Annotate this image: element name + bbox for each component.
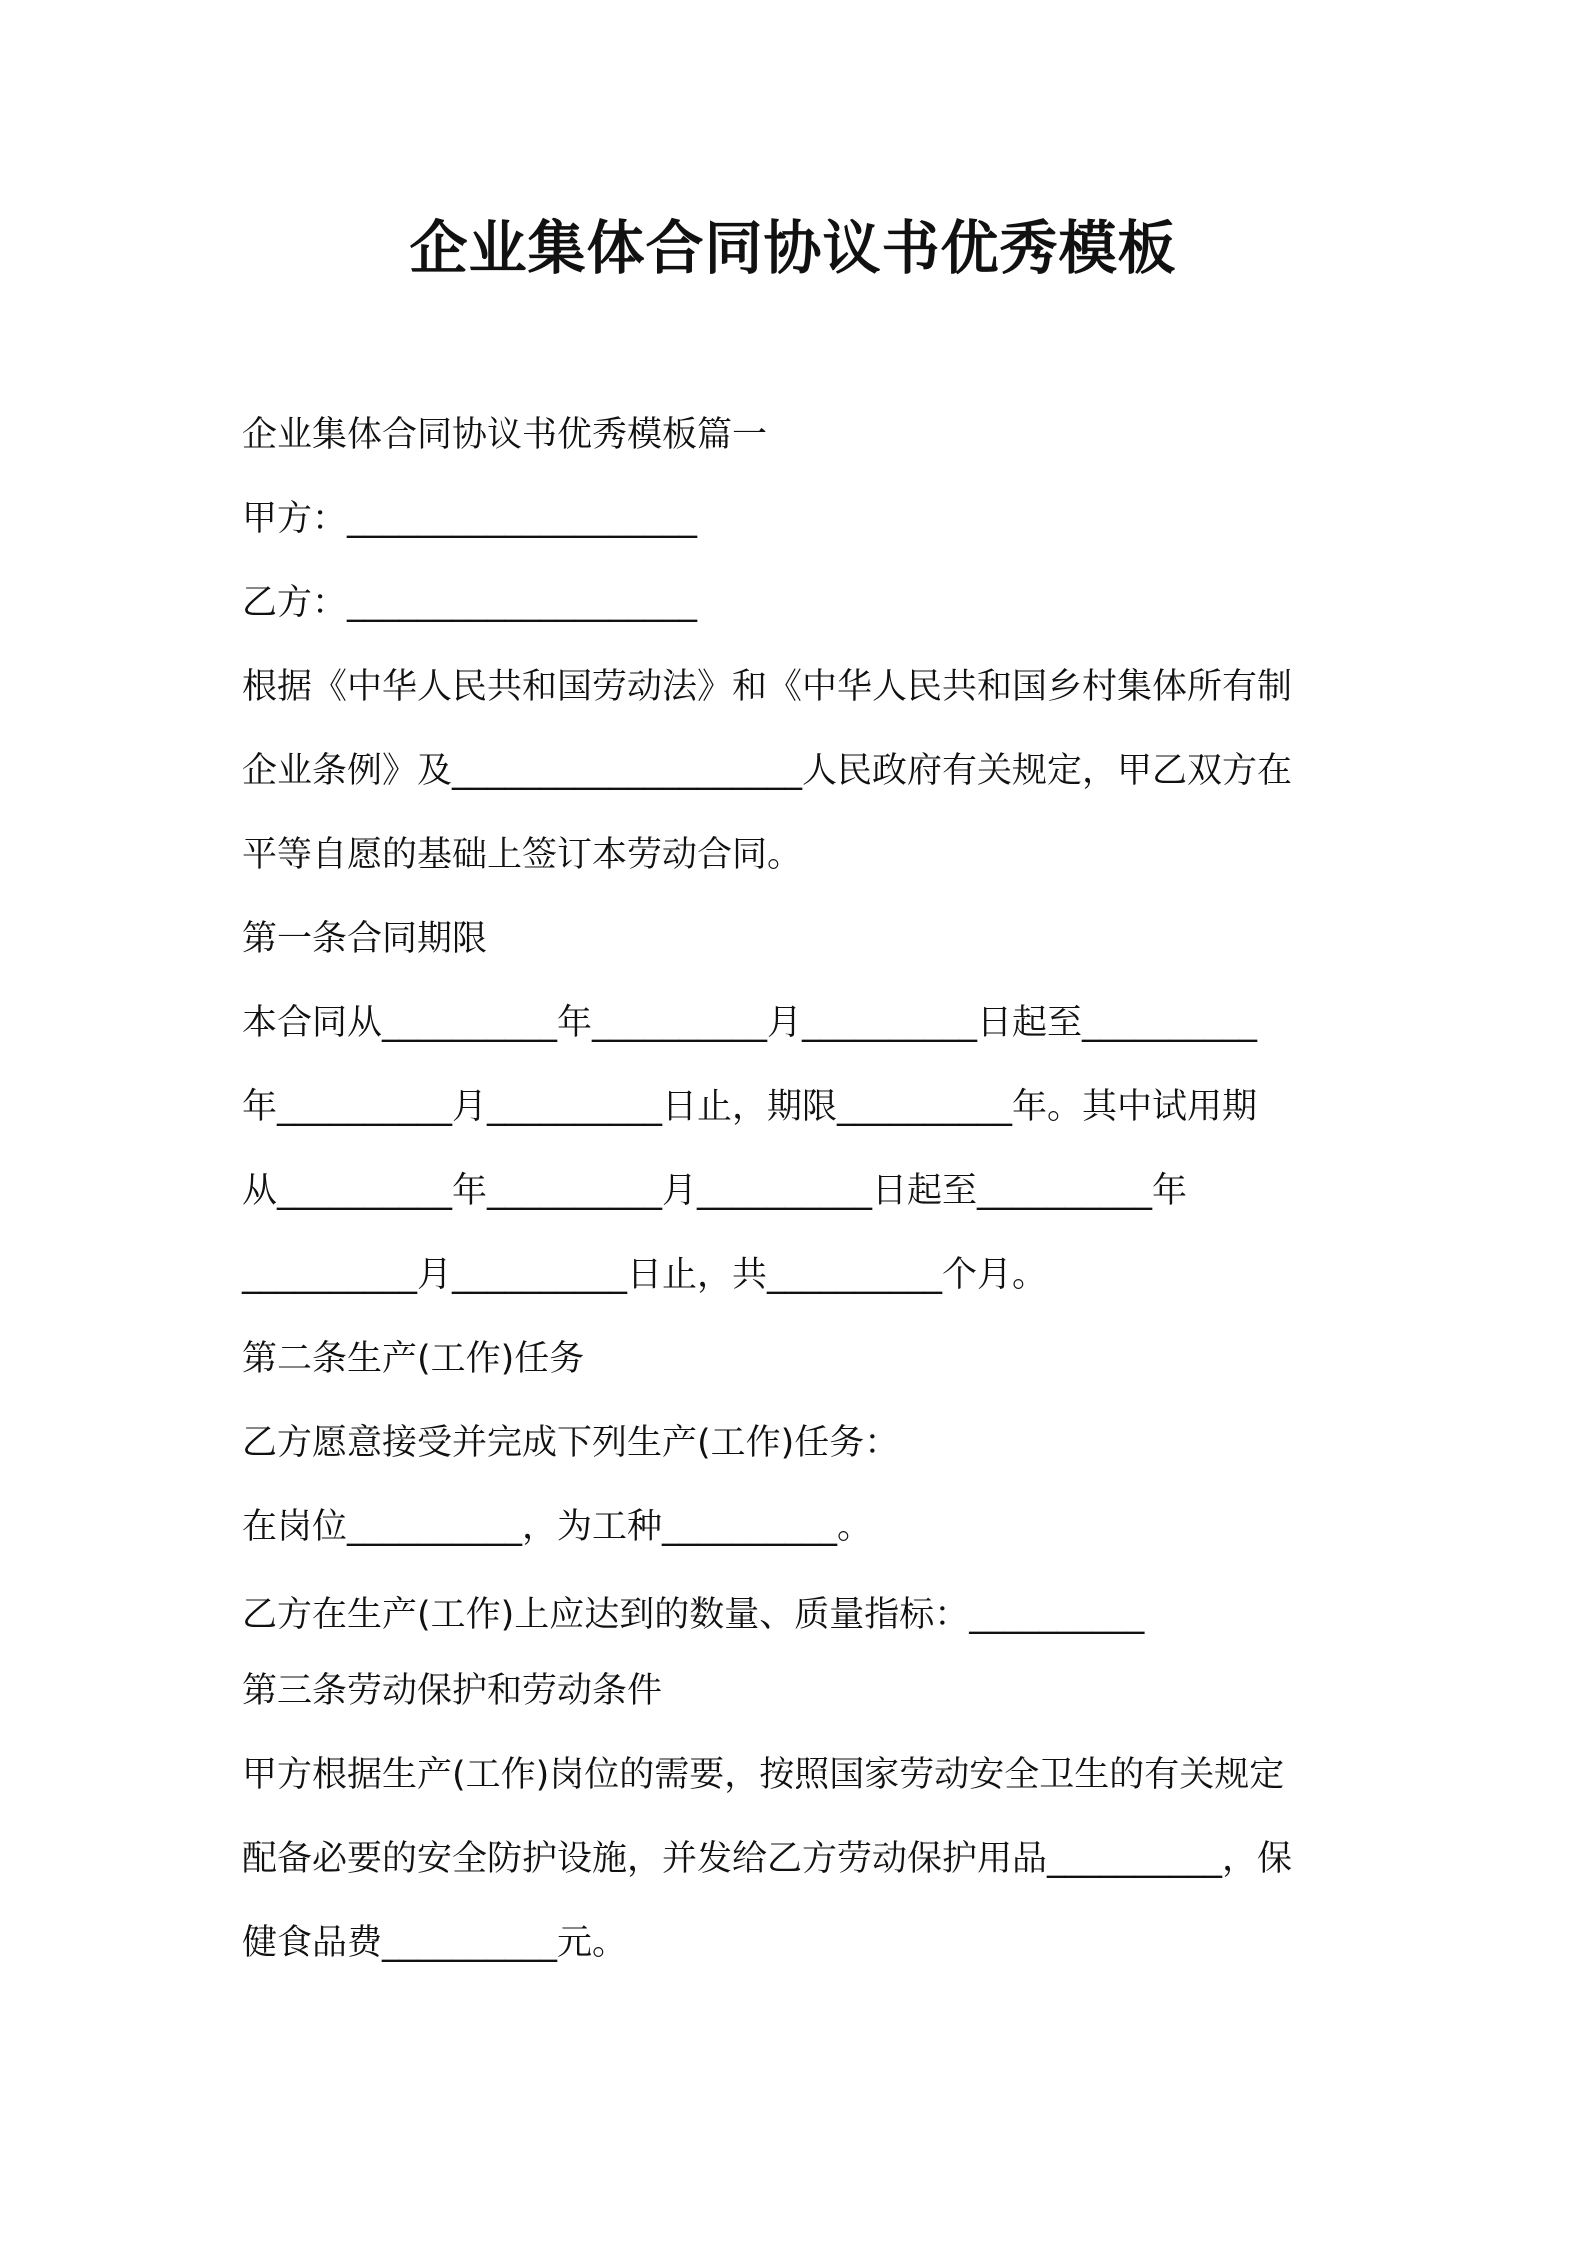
paragraph-line: 年__________月__________日止，期限__________年。其中试用期 [242, 1087, 1258, 1127]
paragraph-line: 健食品费__________元。 [242, 1923, 628, 1963]
paragraph-line: 配备必要的安全防护设施，并发给乙方劳动保护用品__________，保 [242, 1839, 1293, 1879]
paragraph-line: 从__________年__________月__________日起至__________年 [242, 1171, 1188, 1211]
paragraph-line: __________月__________日止，共__________个月。 [242, 1255, 1048, 1295]
paragraph-line: 平等自愿的基础上签订本劳动合同。 [242, 835, 803, 875]
party-b-line: 乙方：____________________ [242, 583, 698, 623]
paragraph-line: 乙方愿意接受并完成下列生产(工作)任务： [242, 1423, 900, 1463]
article-heading: 第三条劳动保护和劳动条件 [242, 1671, 663, 1711]
paragraph-line: 在岗位__________，为工种__________。 [242, 1507, 873, 1547]
article-heading: 第一条合同期限 [242, 919, 488, 959]
paragraph-line: 乙方在生产(工作)上应达到的数量、质量指标：__________ [242, 1595, 1145, 1635]
document-title: 企业集体合同协议书优秀模板 [409, 214, 1177, 282]
section-heading: 企业集体合同协议书优秀模板篇一 [242, 415, 768, 455]
paragraph-line: 甲方根据生产(工作)岗位的需要，按照国家劳动安全卫生的有关规定 [242, 1755, 1285, 1795]
party-a-line: 甲方：____________________ [242, 499, 698, 539]
article-heading: 第二条生产(工作)任务 [242, 1339, 585, 1379]
paragraph-line: 根据《中华人民共和国劳动法》和《中华人民共和国乡村集体所有制 [242, 667, 1293, 707]
paragraph-line: 企业条例》及____________________人民政府有关规定，甲乙双方在 [242, 751, 1293, 791]
paragraph-line: 本合同从__________年__________月__________日起至__________ [242, 1003, 1258, 1043]
